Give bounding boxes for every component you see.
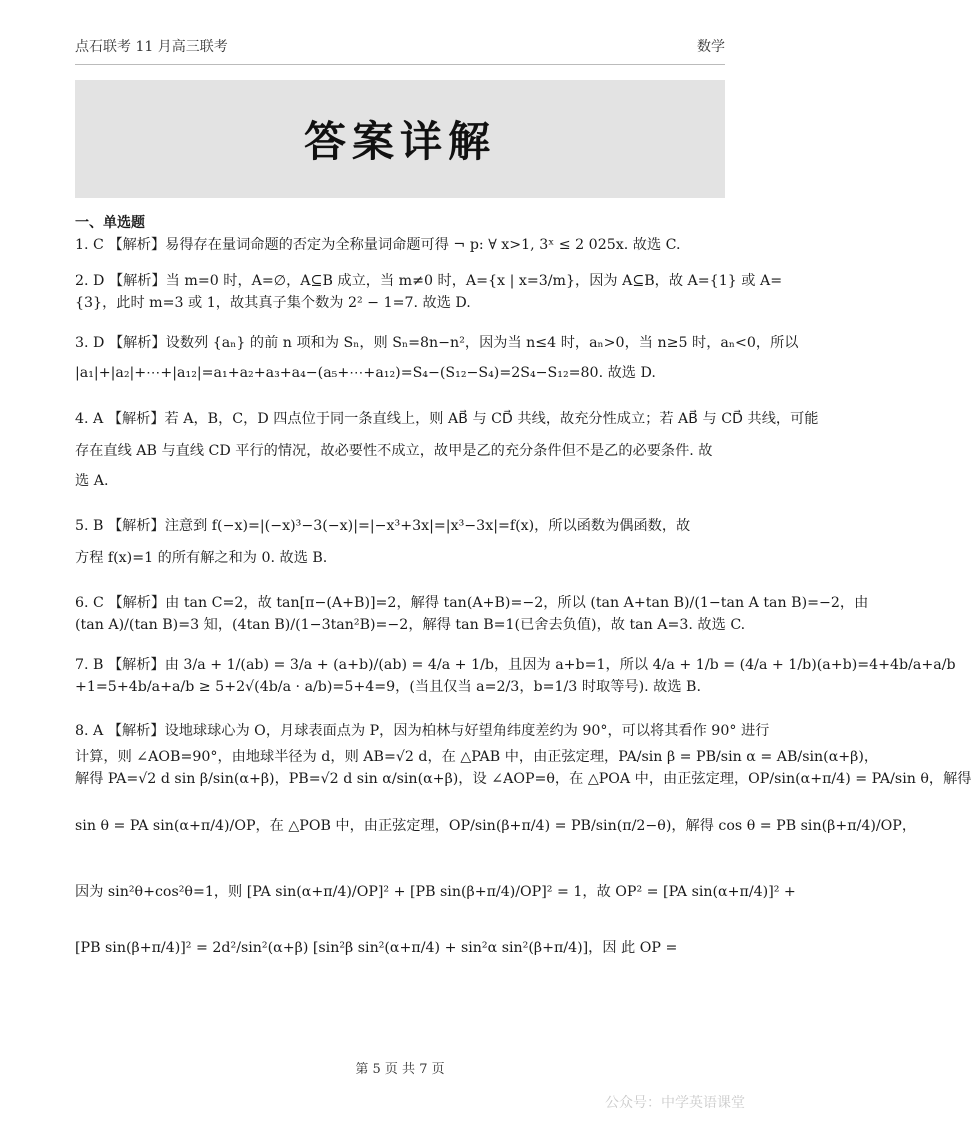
question-8-line-3: 解得 PA=√2 d sin β/sin(α+β)，PB=√2 d sin α/sin(α+β)，设 ∠AOP=θ，在 △POA 中，由正弦定理，OP/sin(α+π/4) = PA/sin θ，解得 bbox=[75, 771, 972, 787]
question-8-line-6: [PB sin(β+π/4)]² = 2d²/sin²(α+β) [sin²β sin²(α+π/4) + sin²α sin²(β+π/4)]，因 此 OP = bbox=[75, 940, 678, 956]
question-7-line-2: +1=5+4b/a+a/b ≥ 5+2√(4b/a · a/b)=5+4=9，(当且仅当 a=2/3，b=1/3 时取等号). 故选 B. bbox=[75, 679, 701, 695]
question-8-line-4: sin θ = PA sin(α+π/4)/OP，在 △POB 中，由正弦定理，OP/sin(β+π/4) = PB/sin(π/2−θ)，解得 cos θ = PB sin(β+π/4)/OP， bbox=[75, 818, 917, 834]
question-8 bbox=[75, 716, 972, 974]
page-number: 第 5 页 共 7 页 bbox=[355, 1062, 445, 1077]
header-subject: 数学 bbox=[697, 39, 725, 55]
section-heading: 一、单选题 bbox=[75, 215, 145, 231]
question-2-line-2: {3}，此时 m=3 或 1，故其真子集个数为 2² − 1=7. 故选 D. bbox=[75, 295, 471, 311]
question-5 bbox=[75, 510, 725, 574]
question-4 bbox=[75, 402, 819, 496]
question-2 bbox=[75, 270, 783, 314]
question-6-line-2: (tan A)/(tan B)=3 知，(4tan B)/(1−3tan²B)=−2，解得 tan B=1(已舍去负值)，故 tan A=3. 故选 C. bbox=[75, 617, 746, 633]
question-8-line-2: 计算，则 ∠AOB=90°，由地球半径为 d，则 AB=√2 d，在 △PAB 中，由正弦定理，PA/sin β = PB/sin α = AB/sin(α+β)， bbox=[75, 749, 879, 765]
question-4-line-1: 4. A 【解析】若 A，B，C，D 四点位于同一条直线上，则 AB⃗ 与 CD⃗ 共线，故充分性成立；若 AB⃗ 与 CD⃗ 共线，可能 bbox=[75, 411, 819, 427]
question-6 bbox=[75, 592, 869, 636]
question-7 bbox=[75, 654, 956, 698]
question-2-line-1: 2. D 【解析】当 m=0 时，A=∅，A⊆B 成立，当 m≠0 时，A={x | x=3/m}，因为 A⊆B，故 A={1} 或 A= bbox=[75, 273, 783, 289]
question-5-line-1: 5. B 【解析】注意到 f(−x)=|(−x)³−3(−x)|=|−x³+3x|=|x³−3x|=f(x)，所以函数为偶函数，故 bbox=[75, 518, 691, 534]
question-8-line-1: 8. A 【解析】设地球球心为 O，月球表面点为 P，因为柏林与好望角纬度差约为 90°，可以将其看作 90° 进行 bbox=[75, 723, 770, 739]
header-exam-name: 点石联考 11 月高三联考 bbox=[75, 39, 228, 55]
question-1 bbox=[75, 234, 725, 256]
question-7-line-1: 7. B 【解析】由 3/a + 1/(ab) = 3/a + (a+b)/(ab) = 4/a + 1/b，且因为 a+b=1，所以 4/a + 1/b = (4/a + 1/b)(a+b)=4+4b/a+a/b bbox=[75, 657, 956, 673]
answer-list bbox=[75, 234, 972, 974]
question-6-line-1: 6. C 【解析】由 tan C=2，故 tan[π−(A+B)]=2，解得 tan(A+B)=−2，所以 (tan A+tan B)/(1−tan A tan B)=−2，由 bbox=[75, 595, 869, 611]
title-banner bbox=[75, 80, 725, 198]
question-3 bbox=[75, 328, 799, 388]
page-header bbox=[75, 36, 725, 65]
question-4-line-2: 存在直线 AB 与直线 CD 平行的情况，故必要性不成立，故甲是乙的充分条件但不是乙的必要条件. 故 bbox=[75, 443, 713, 459]
page-title: 答案详解 bbox=[303, 117, 496, 166]
watermark: 公众号：中学英语课堂 bbox=[605, 1095, 745, 1111]
question-1-line-1: 1. C 【解析】易得存在量词命题的否定为全称量词命题可得 ¬ p: ∀ x>1, 3ˣ ≤ 2 025x. 故选 C. bbox=[75, 237, 681, 253]
question-5-line-2: 方程 f(x)=1 的所有解之和为 0. 故选 B. bbox=[75, 550, 328, 566]
question-8-line-5: 因为 sin²θ+cos²θ=1，则 [PA sin(α+π/4)/OP]² + [PB sin(β+π/4)/OP]² = 1，故 OP² = [PA sin(α+π/4)]² + bbox=[75, 884, 796, 900]
question-4-line-3: 选 A. bbox=[75, 473, 109, 489]
question-3-line-2: |a₁|+|a₂|+⋯+|a₁₂|=a₁+a₂+a₃+a₄−(a₅+⋯+a₁₂)=S₄−(S₁₂−S₄)=2S₄−S₁₂=80. 故选 D. bbox=[75, 365, 656, 381]
question-3-line-1: 3. D 【解析】设数列 {aₙ} 的前 n 项和为 Sₙ，则 Sₙ=8n−n²，因为当 n≤4 时，aₙ>0，当 n≥5 时，aₙ<0，所以 bbox=[75, 335, 799, 351]
